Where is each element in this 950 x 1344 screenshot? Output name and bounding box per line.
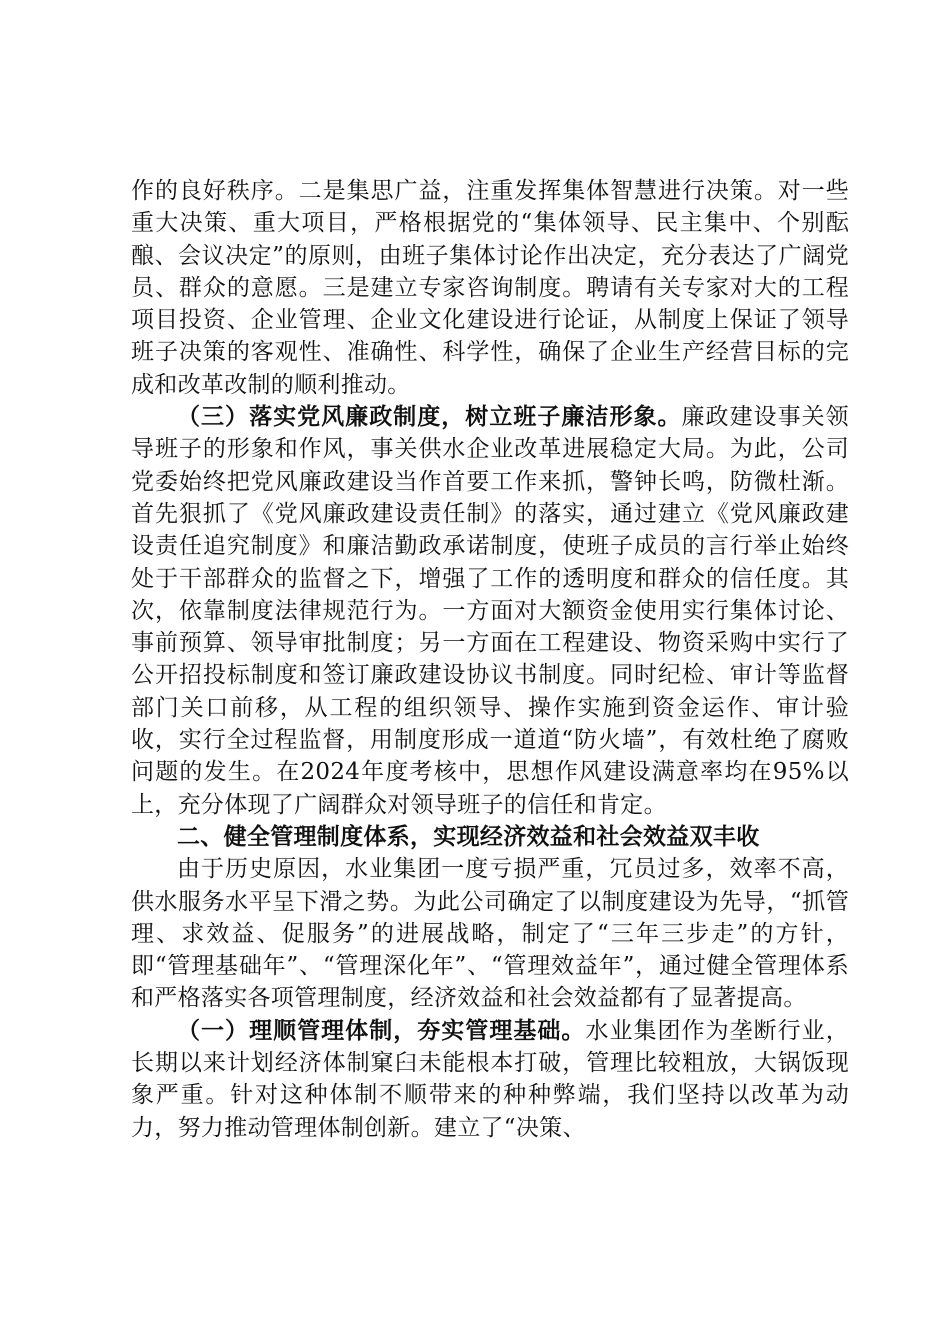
paragraph-continued: 作的良好秩序。二是集思广益，注重发挥集体智慧进行决策。对一些重大决策、重大项目，严格根据党的“集体领导、民主集中、个别酝酿、会议决定”的原则，由班子集体讨论作出决定，充分表达了广阔党员、群众的意愿。三是建立专家咨询制度。聘请有关专家对大的工程项目投资、企业管理、企业文化建设进行论证，从制度上保证了领导班子决策的客观性、准确性、科学性，确保了企业生产经营目标的完成和改革改制的顺利推动。 [131, 178, 849, 398]
section-3-text: 廉政建设事关领导班子的形象和作风，事关供水企业改革进展稳定大局。为此，公司党委始终把党风廉政建设当作首要工作来抓，警钟长鸣，防微杜渐。首先狠抓了《党风廉政建设责任制》的落实，通过建立《党风廉政建设责任追究制度》和廉洁勤政承诺制度，使班子成员的言行举止始终处于干部群众的监督之下，增强了工作的透明度和群众的信任度。其次，依靠制度法律规范行为。一方面对大额资金使用实行集体讨论、事前预算、领导审批制度；另一方面在工程建设、物资采购中实行了公开招投标制度和签订廉政建设协议书制度。同时纪检、审计等监督部门关口前移，从工程的组织领导、操作实施到资金运作、审计验收，实行全过程监督，用制度形成一道道“防火墙”，有效杜绝了腐败问题的发生。在2024年度考核中，思想作风建设满意率均在95%以上，充分体现了广阔群众对领导班子的信任和肯定。 [131, 404, 849, 818]
paragraph-section-1 [131, 1015, 849, 1144]
section-3-title: （三）落实党风廉政制度，树立班子廉洁形象。 [177, 403, 682, 431]
section-1-title: （一）理顺管理体制，夯实管理基础。 [177, 1016, 586, 1044]
paragraph-section-3 [131, 401, 849, 821]
paragraph-chapter-2-intro: 由于历史原因，水业集团一度亏损严重，冗员过多，效率不高，供水服务水平呈下滑之势。为此公司确定了以制度建设为先导，“抓管理、求效益、促服务”的进展战略，制定了“三年三步走”的方针，即“管理基础年”、“管理深化年”、“管理效益年”，通过健全管理体系和严格落实各项管理制度，经济效益和社会效益都有了显著提高。 [131, 856, 849, 1012]
chapter-2-heading: 二、健全管理制度体系，实现经济效益和社会效益双丰收 [177, 823, 760, 850]
document-body [131, 175, 849, 1144]
section-1-text: 水业集团作为垄断行业，长期以来计划经济体制窠臼未能根本打破，管理比较粗放，大锅饭现象严重。针对这种体制不顺带来的种种弊端，我们坚持以改革为动力，努力推动管理体制创新。建立了“决策、 [131, 1017, 849, 1141]
